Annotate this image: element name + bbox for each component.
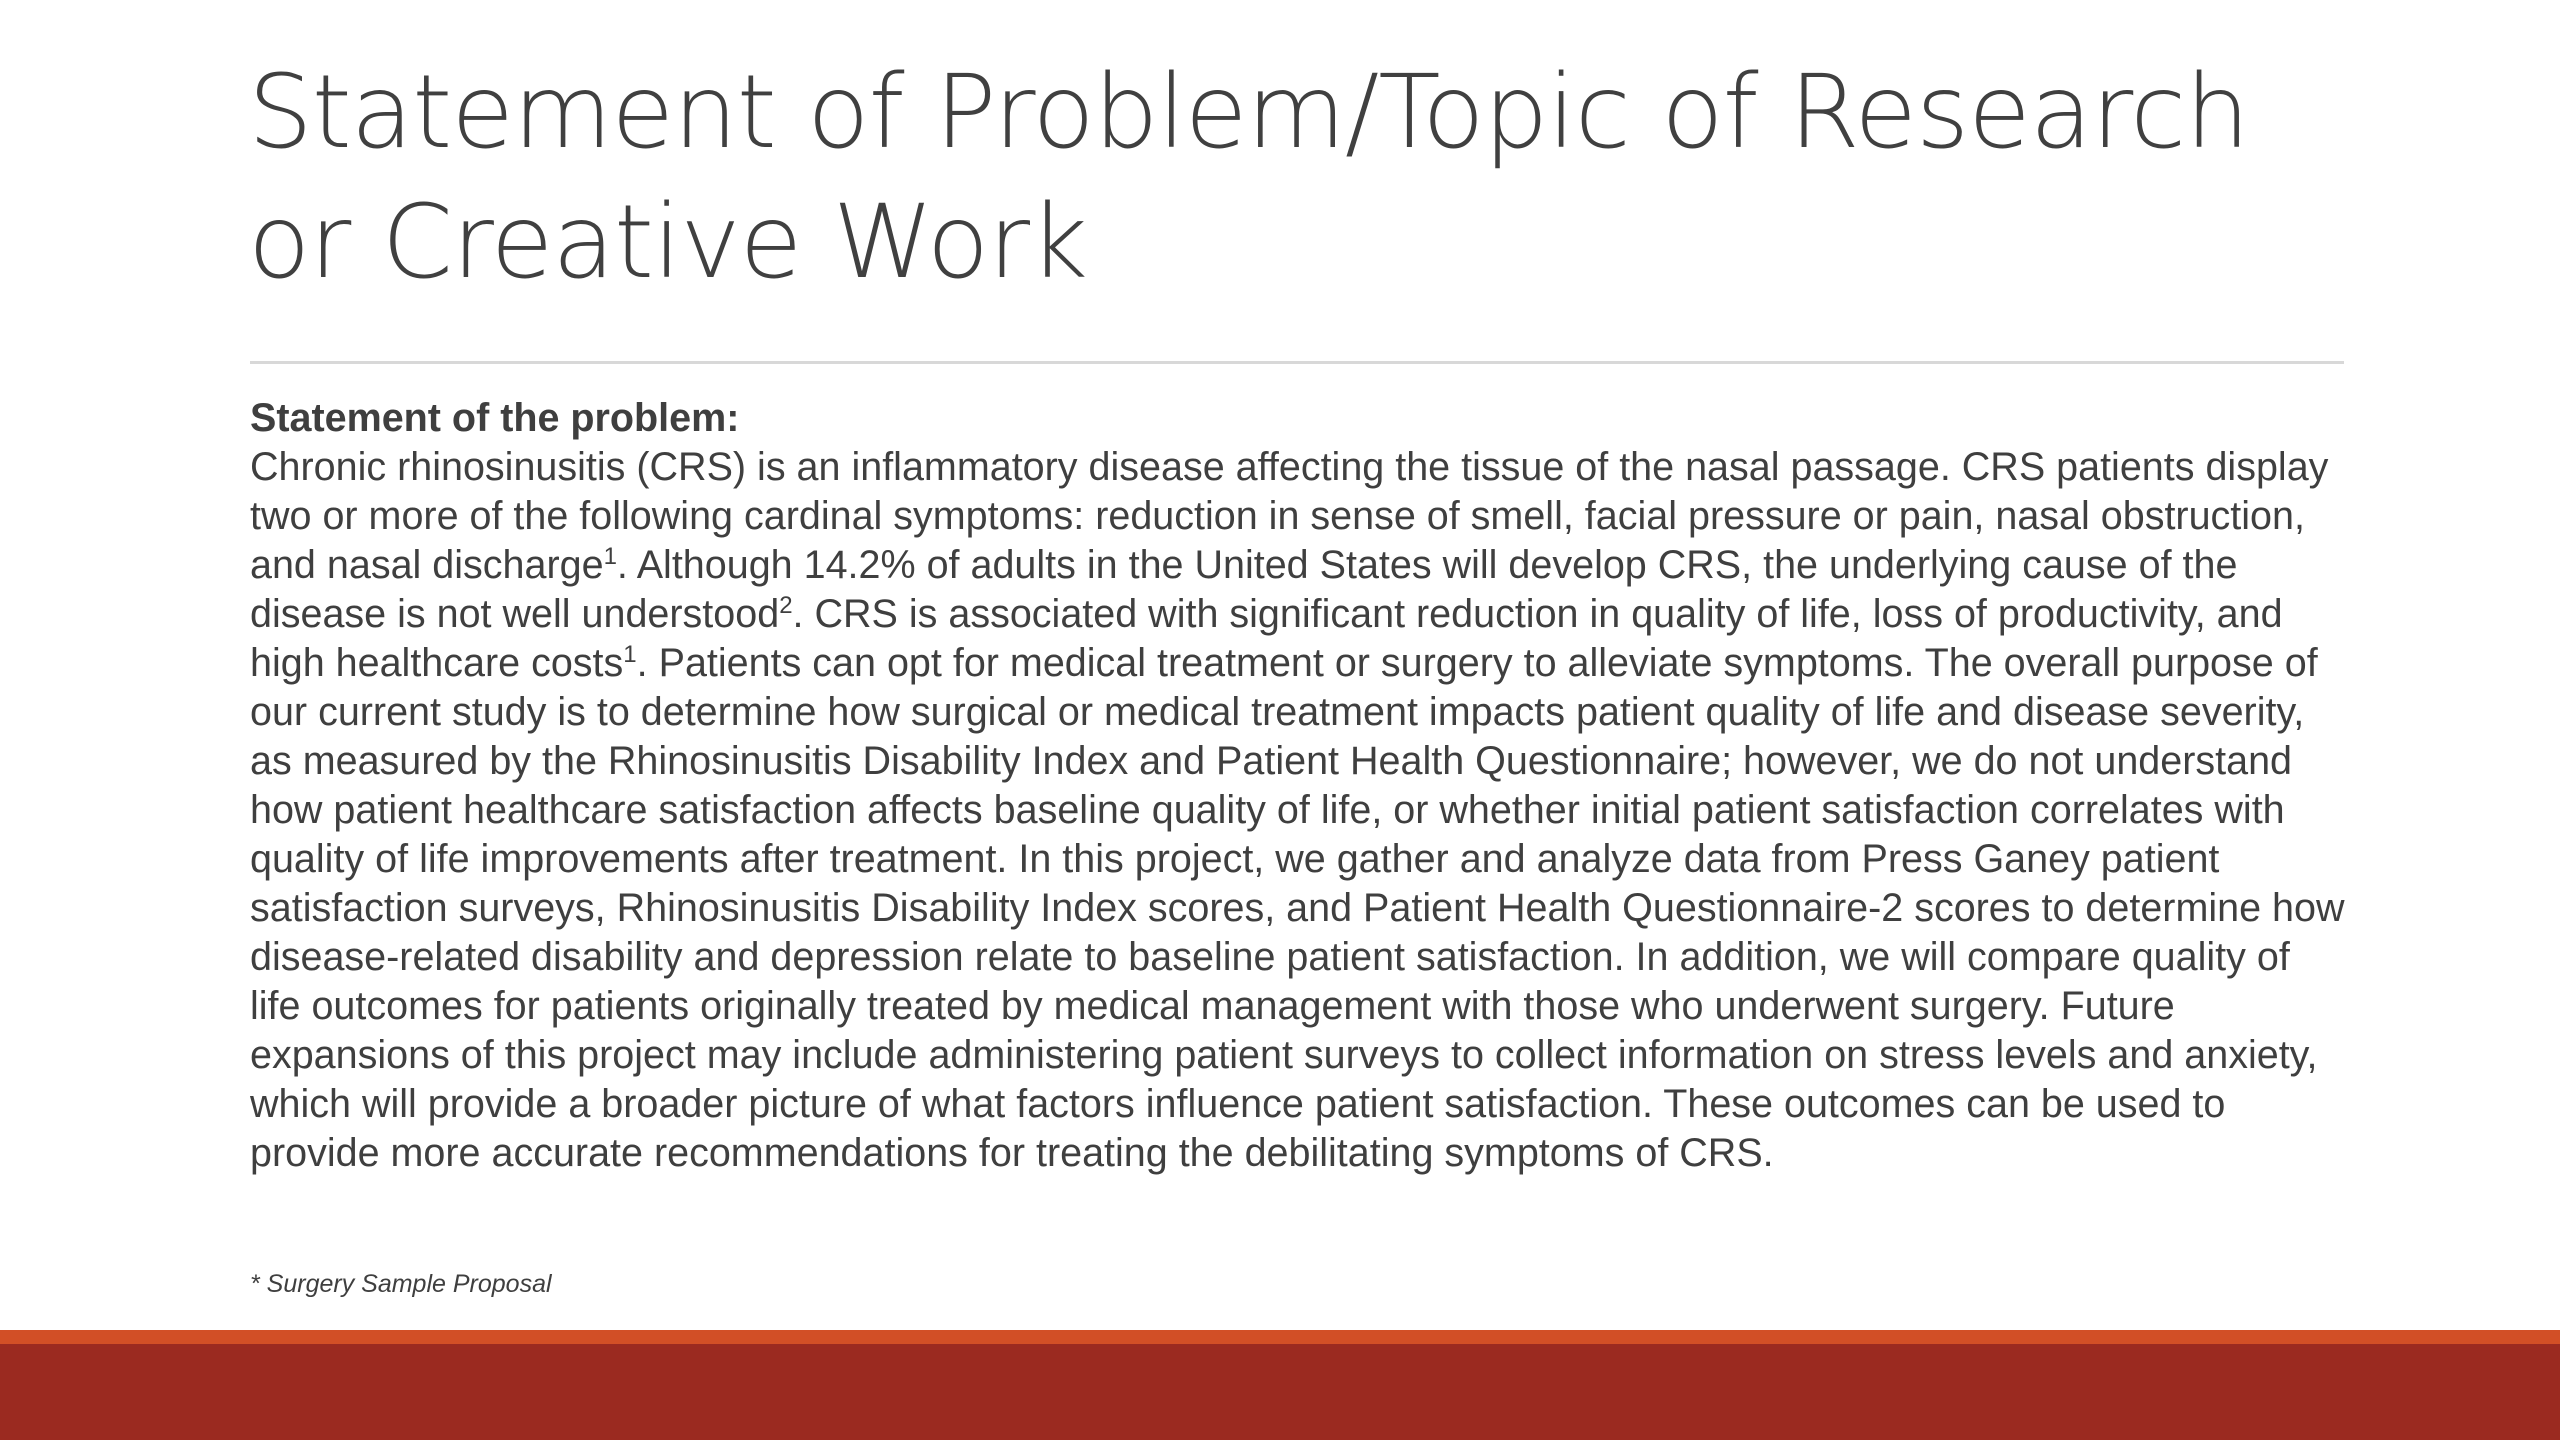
citation-marker: 1 xyxy=(623,641,637,668)
footer-accent-band xyxy=(0,1330,2560,1344)
slide-body xyxy=(250,394,2350,1178)
section-heading: Statement of the problem: xyxy=(250,396,740,440)
paragraph-text-3: . CRS is associated with significant reduction in quality of life, loss of productivity, and high healthcare costs xyxy=(250,592,2283,685)
paragraph-text-2: . Although 14.2% of adults in the United States will develop CRS, the underlying cause of the disease is not well understood xyxy=(250,543,2238,636)
citation-marker: 1 xyxy=(603,543,617,570)
paragraph-text-1: Chronic rhinosinusitis (CRS) is an inflammatory disease affecting the tissue of the nasal passage. CRS patients display two or more of the following cardinal symptoms: reduction in sense of smell, facial pressure or pain, nasal obstruction, and nasal discharge xyxy=(250,445,2329,587)
footer-band xyxy=(0,1344,2560,1440)
slide-title: Statement of Problem/Topic of Research or Creative Work xyxy=(248,53,2249,302)
problem-paragraph xyxy=(250,443,2350,1178)
footnote: * Surgery Sample Proposal xyxy=(250,1270,552,1298)
citation-marker: 2 xyxy=(779,592,793,619)
paragraph-text-4: . Patients can opt for medical treatment or surgery to alleviate symptoms. The overall purpose of our current study is to determine how surgical or medical treatment impacts patient quality of life and disease severity, as measured by the Rhinosinusitis Disability Index and Patient Health Questionnaire; however, we do not understand how patient healthcare satisfaction affects baseline quality of life, or whether initial patient satisfaction correlates with quality of life improvements after treatment. In this project, we gather and analyze data from Press Ganey patient satisfaction surveys, Rhinosinusitis Disability Index scores, and Patient Health Questionnaire-2 scores to determine how disease-related disability and depression relate to baseline patient satisfaction. In addition, we will compare quality of life outcomes for patients originally treated by medical management with those who underwent surgery. Future expansions of this project may include administering patient surveys to collect information on stress levels and anxiety, which will provide a broader picture of what factors influence patient satisfaction. These outcomes can be used to provide more accurate recommendations for treating the debilitating symptoms of CRS. xyxy=(250,641,2345,1175)
title-divider xyxy=(250,361,2344,364)
